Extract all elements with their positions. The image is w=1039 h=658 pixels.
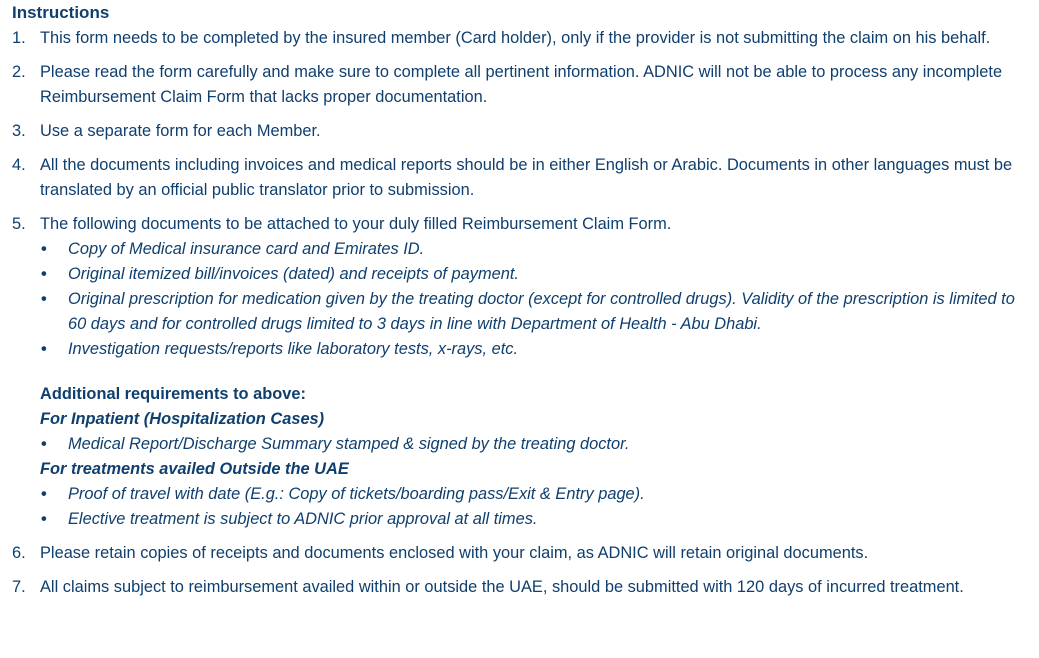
list-item-text: Original itemized bill/invoices (dated) and receipts of payment. [68, 265, 519, 283]
item-number: 2. [12, 63, 26, 81]
inpatient-list [40, 432, 1029, 457]
instruction-item-1 [12, 26, 1029, 51]
outside-uae-list [40, 482, 1029, 532]
bullet-icon: • [41, 265, 47, 283]
list-item-text: Copy of Medical insurance card and Emirates ID. [68, 240, 425, 258]
instruction-item-5 [12, 212, 1029, 532]
required-documents-list [40, 237, 1029, 362]
list-item [40, 507, 1029, 532]
bullet-icon: • [41, 240, 47, 258]
list-item [40, 432, 1029, 457]
list-item [40, 262, 1029, 287]
item-number: 6. [12, 544, 26, 562]
item-text: Please read the form carefully and make sure to complete all pertinent information. ADNIC will not be able to process any incomplete Reimbursement Claim Form that lacks proper documentation. [40, 63, 1003, 106]
item-number: 5. [12, 215, 26, 233]
item-text: Use a separate form for each Member. [40, 122, 321, 140]
list-item-text: Investigation requests/reports like laboratory tests, x-rays, etc. [68, 340, 519, 358]
list-item [40, 337, 1029, 362]
list-item-text: Proof of travel with date (E.g.: Copy of tickets/boarding pass/Exit & Entry page). [68, 485, 645, 503]
instruction-item-6 [12, 541, 1029, 566]
item-text: This form needs to be completed by the insured member (Card holder), only if the provider is not submitting the claim on his behalf. [40, 29, 991, 47]
bullet-icon: • [41, 510, 47, 528]
inpatient-title: For Inpatient (Hospitalization Cases) [40, 410, 325, 428]
list-item [40, 237, 1029, 262]
instruction-item-4 [12, 153, 1029, 203]
list-item-text: Elective treatment is subject to ADNIC prior approval at all times. [68, 510, 538, 528]
item-number: 7. [12, 578, 26, 596]
list-item [40, 287, 1029, 337]
list-item [40, 482, 1029, 507]
item-text: All claims subject to reimbursement availed within or outside the UAE, should be submitted with 120 days of incurred treatment. [40, 578, 964, 596]
instruction-item-3 [12, 119, 1029, 144]
bullet-icon: • [41, 290, 47, 308]
outside-uae-title: For treatments availed Outside the UAE [40, 460, 349, 478]
instruction-item-7 [12, 575, 1029, 600]
list-item-text: Medical Report/Discharge Summary stamped & signed by the treating doctor. [68, 435, 630, 453]
bullet-icon: • [41, 485, 47, 503]
item-text: Please retain copies of receipts and documents enclosed with your claim, as ADNIC will retain original documents. [40, 544, 869, 562]
item-text: All the documents including invoices and medical reports should be in either English or Arabic. Documents in other languages must be translated by an official public translator prior to submission. [40, 156, 1013, 199]
bullet-icon: • [41, 435, 47, 453]
bullet-icon: • [41, 340, 47, 358]
instructions-heading: Instructions [12, 3, 110, 22]
list-item-text: Original prescription for medication given by the treating doctor (except for controlled drugs). Validity of the prescription is limited to 60 days and for controlled drugs limited to 3 days in line with Department of Health - Abu Dhabi. [68, 290, 1015, 333]
item-number: 4. [12, 156, 26, 174]
item-number: 1. [12, 29, 26, 47]
instruction-item-2 [12, 60, 1029, 110]
item-text: The following documents to be attached to your duly filled Reimbursement Claim Form. [40, 215, 672, 233]
item-number: 3. [12, 122, 26, 140]
additional-requirements-title: Additional requirements to above: [40, 385, 306, 403]
